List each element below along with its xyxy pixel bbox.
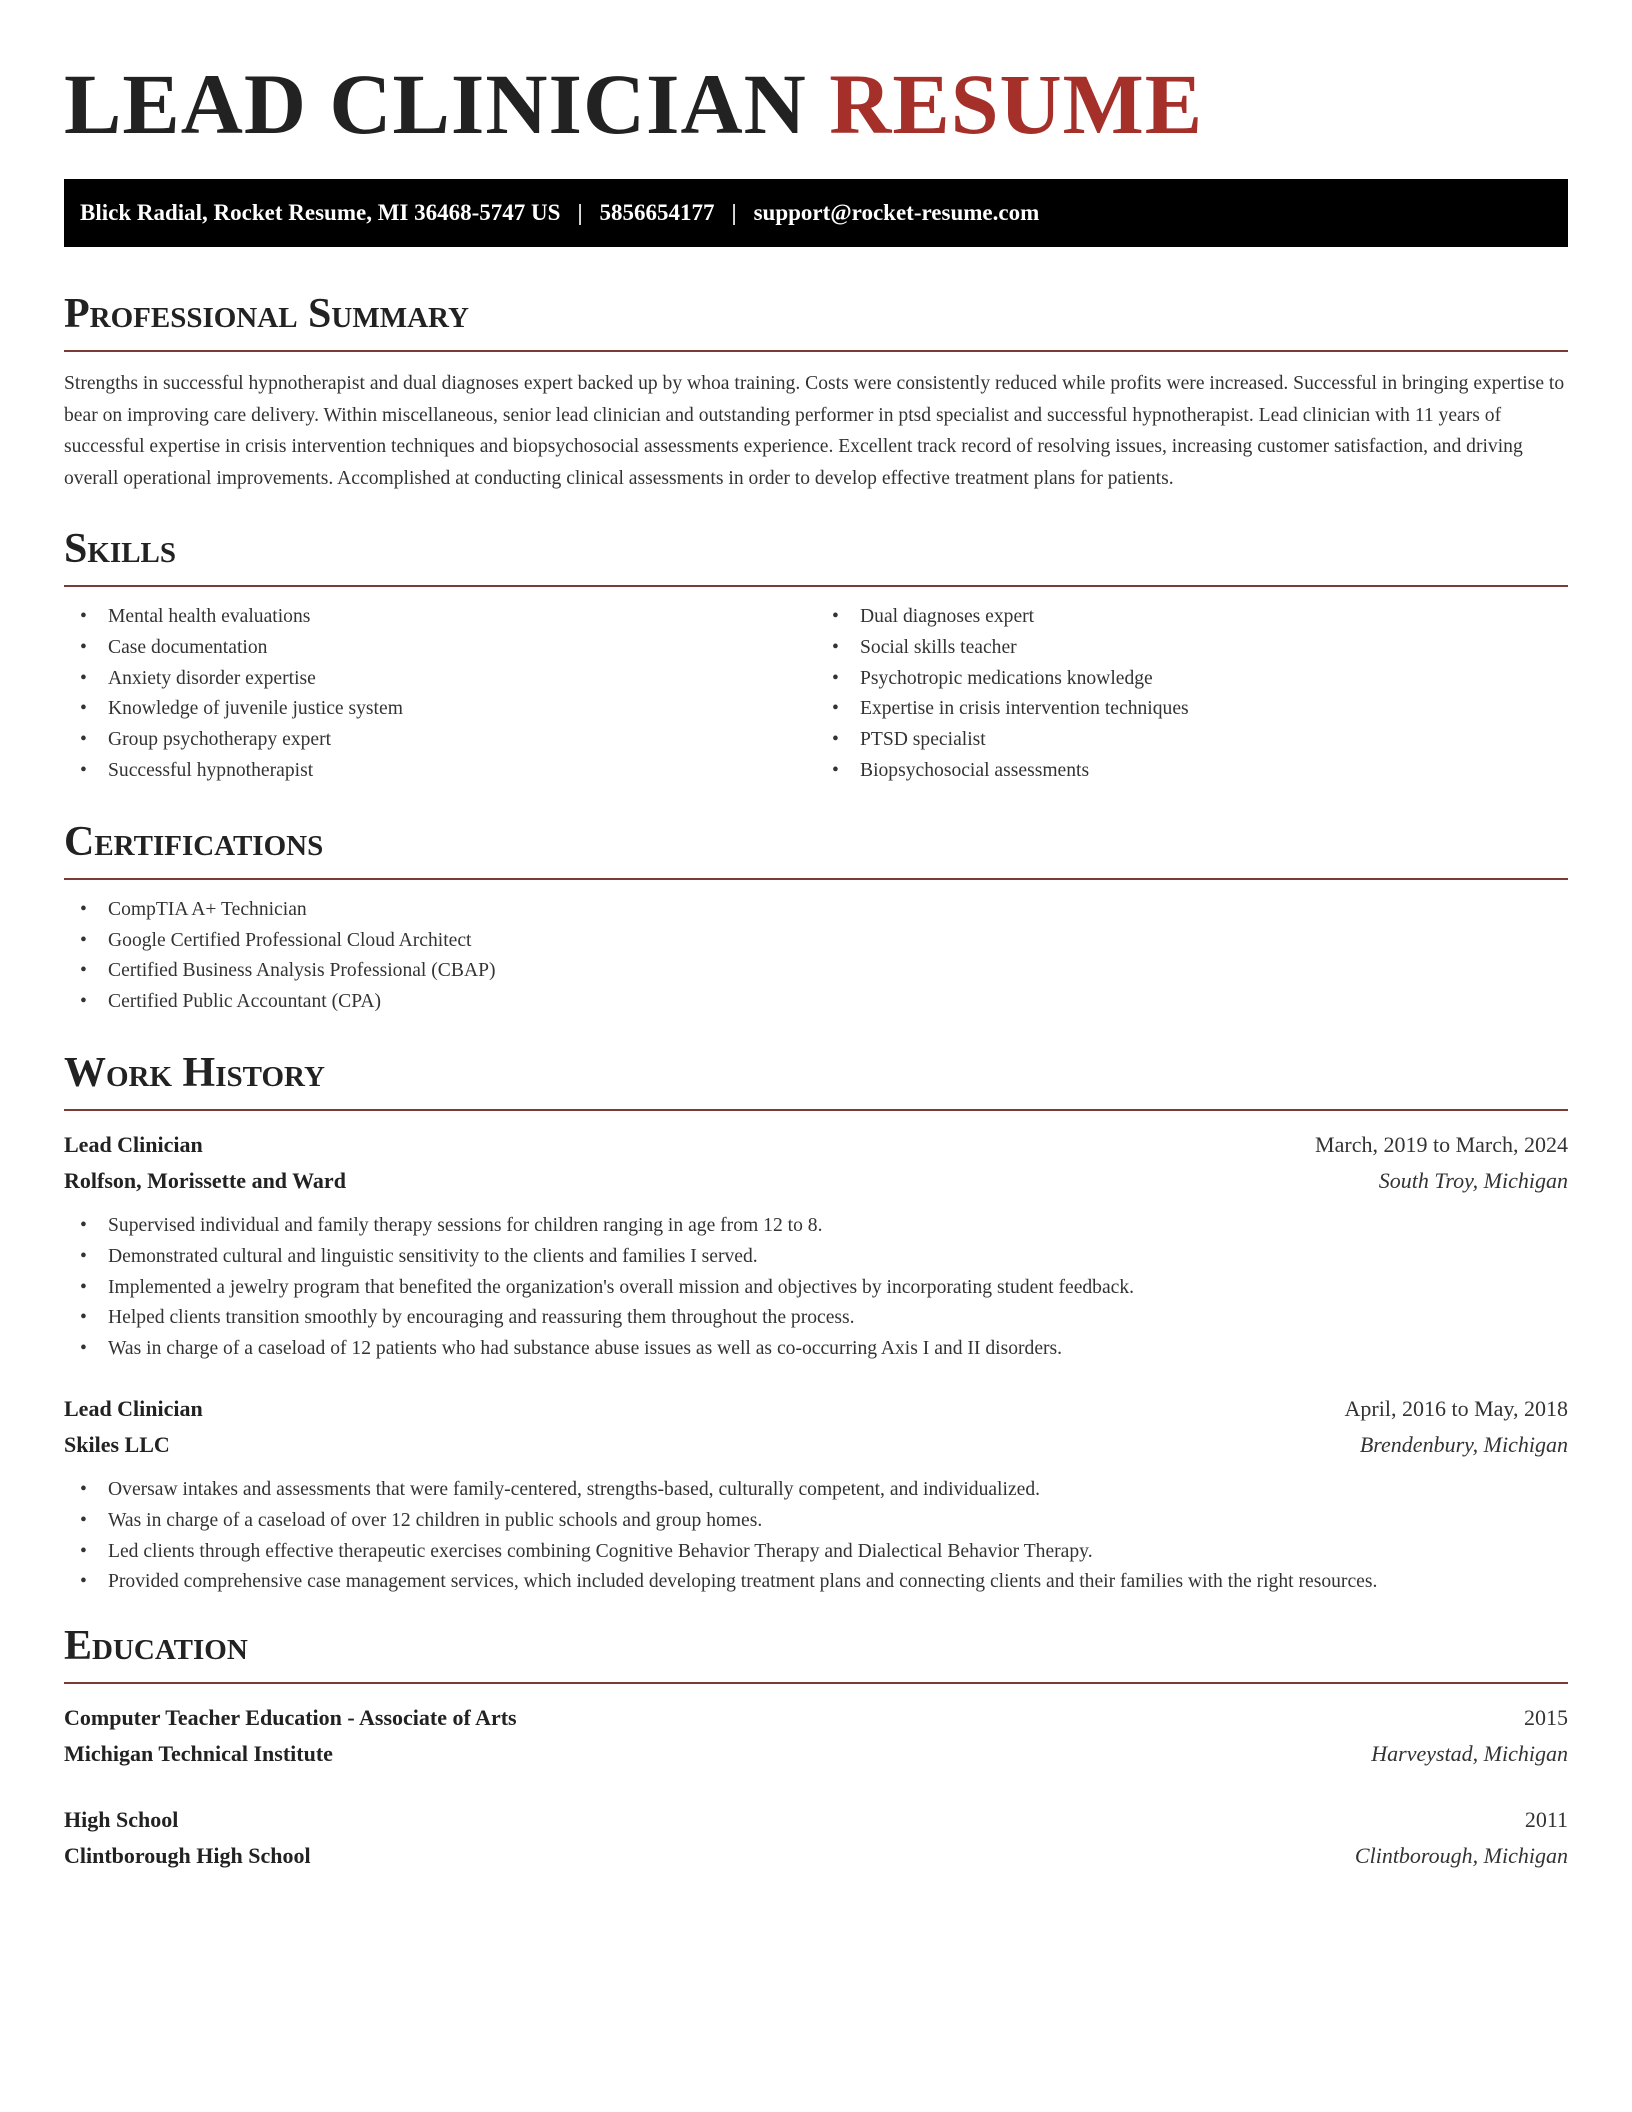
skill-item: • Case documentation — [64, 633, 816, 664]
skills-heading: Skills — [64, 525, 1568, 587]
job-entry — [64, 1391, 1568, 1598]
job-company: Rolfson, Morissette and Ward — [64, 1167, 346, 1193]
education-school: Clintborough High School — [64, 1843, 311, 1869]
education-location: Clintborough, Michigan — [1354, 1843, 1568, 1869]
certifications-list — [64, 895, 1568, 1018]
education-year: 2015 — [1524, 1705, 1568, 1731]
job-bullet: • Provided comprehensive case management services, which included developing treatment plans and connecting clients and their families with the right resources. — [64, 1567, 1568, 1598]
summary-text: Strengths in successful hypnotherapist and dual diagnoses expert backed up by whoa training. Costs were consistently reduced while profits were increased. Successful in bringing expertise to bear on improving care delivery. Within miscellaneous, senior lead clinician and outstanding performer in ptsd specialist and successful hypnotherapist. Lead clinician with 11 years of successful expertise in crisis intervention techniques and biopsychosocial assessments experience. Excellent track record of resolving issues, increasing customer satisfaction, and driving overall operational improvements. Accomplished at conducting clinical assessments in order to develop effective treatment plans for patients. — [64, 373, 1565, 489]
job-dates: April, 2016 to May, 2018 — [1344, 1395, 1568, 1421]
skill-item: • Successful hypnotherapist — [64, 756, 816, 787]
job-header-row — [64, 1127, 1568, 1163]
contact-separator: | — [577, 200, 583, 225]
skill-item: • Dual diagnoses expert — [816, 602, 1568, 633]
skills-list-right — [816, 602, 1568, 787]
education-heading: Education — [64, 1622, 1568, 1684]
education-entry — [64, 1802, 1568, 1874]
job-location: South Troy, Michigan — [1378, 1167, 1568, 1193]
certification-item: • Certified Business Analysis Professional (CBAP) — [64, 956, 1568, 987]
skill-item: • Expertise in crisis intervention techniques — [816, 694, 1568, 725]
job-bullet: • Helped clients transition smoothly by encouraging and reassuring them throughout the process. — [64, 1303, 1568, 1334]
education-year: 2011 — [1524, 1807, 1568, 1833]
skills-list-left — [64, 602, 816, 787]
job-bullet: • Was in charge of a caseload of over 12 children in public schools and group homes. — [64, 1506, 1568, 1537]
job-bullet: • Implemented a jewelry program that benefited the organization's overall mission and objectives by incorporating student feedback. — [64, 1273, 1568, 1304]
education-header-row — [64, 1700, 1568, 1736]
certification-item: • Google Certified Professional Cloud Architect — [64, 926, 1568, 957]
education-header-row — [64, 1802, 1568, 1838]
job-company-row — [64, 1427, 1568, 1463]
certifications-heading: Certifications — [64, 818, 1568, 880]
contact-bar — [64, 179, 1568, 247]
job-bullets — [64, 1475, 1568, 1598]
contact-separator: | — [731, 200, 737, 225]
job-company-row — [64, 1163, 1568, 1199]
job-bullet: • Demonstrated cultural and linguistic sensitivity to the clients and families I served. — [64, 1242, 1568, 1273]
education-school-row — [64, 1838, 1568, 1874]
job-bullet: • Led clients through effective therapeutic exercises combining Cognitive Behavior Therapy and Dialectical Behavior Therapy. — [64, 1537, 1568, 1568]
skill-item: • Group psychotherapy expert — [64, 725, 816, 756]
job-company: Skiles LLC — [64, 1431, 170, 1457]
job-bullet: • Oversaw intakes and assessments that were family-centered, strengths-based, culturally competent, and individualized. — [64, 1475, 1568, 1506]
skill-item: • Knowledge of juvenile justice system — [64, 694, 816, 725]
education-entry — [64, 1700, 1568, 1772]
resume-title — [64, 56, 1568, 152]
skill-item: • Mental health evaluations — [64, 602, 816, 633]
title-main: LEAD CLINICIAN — [64, 56, 807, 152]
contact-phone: 5856654177 — [599, 200, 715, 225]
job-entry — [64, 1127, 1568, 1365]
skill-item: • Anxiety disorder expertise — [64, 664, 816, 695]
skill-item: • Psychotropic medications knowledge — [816, 664, 1568, 695]
education-location: Harveystad, Michigan — [1371, 1741, 1568, 1767]
job-title: Lead Clinician — [64, 1395, 203, 1421]
education-degree: High School — [64, 1807, 179, 1833]
certification-item: • CompTIA A+ Technician — [64, 895, 1568, 926]
education-school-row — [64, 1736, 1568, 1772]
job-title: Lead Clinician — [64, 1131, 203, 1157]
skill-item: • PTSD specialist — [816, 725, 1568, 756]
work-history-heading: Work History — [64, 1049, 1568, 1111]
certification-item: • Certified Public Accountant (CPA) — [64, 987, 1568, 1018]
skill-item: • Biopsychosocial assessments — [816, 756, 1568, 787]
job-header-row — [64, 1391, 1568, 1427]
contact-email: support@rocket-resume.com — [753, 200, 1040, 225]
job-bullet: • Was in charge of a caseload of 12 patients who had substance abuse issues as well as co-occurring Axis I and II disorders. — [64, 1334, 1568, 1365]
title-accent: RESUME — [829, 56, 1204, 152]
job-dates: March, 2019 to March, 2024 — [1315, 1131, 1568, 1157]
summary-heading: Professional Summary — [64, 290, 1568, 352]
education-degree: Computer Teacher Education - Associate of Arts — [64, 1705, 517, 1731]
skills-grid — [64, 602, 1568, 787]
education-school: Michigan Technical Institute — [64, 1741, 333, 1767]
job-bullets — [64, 1211, 1568, 1365]
job-bullet: • Supervised individual and family therapy sessions for children ranging in age from 12 to 8. — [64, 1211, 1568, 1242]
contact-address: Blick Radial, Rocket Resume, MI 36468-5747 US — [80, 200, 561, 225]
skill-item: • Social skills teacher — [816, 633, 1568, 664]
job-location: Brendenbury, Michigan — [1359, 1431, 1568, 1457]
